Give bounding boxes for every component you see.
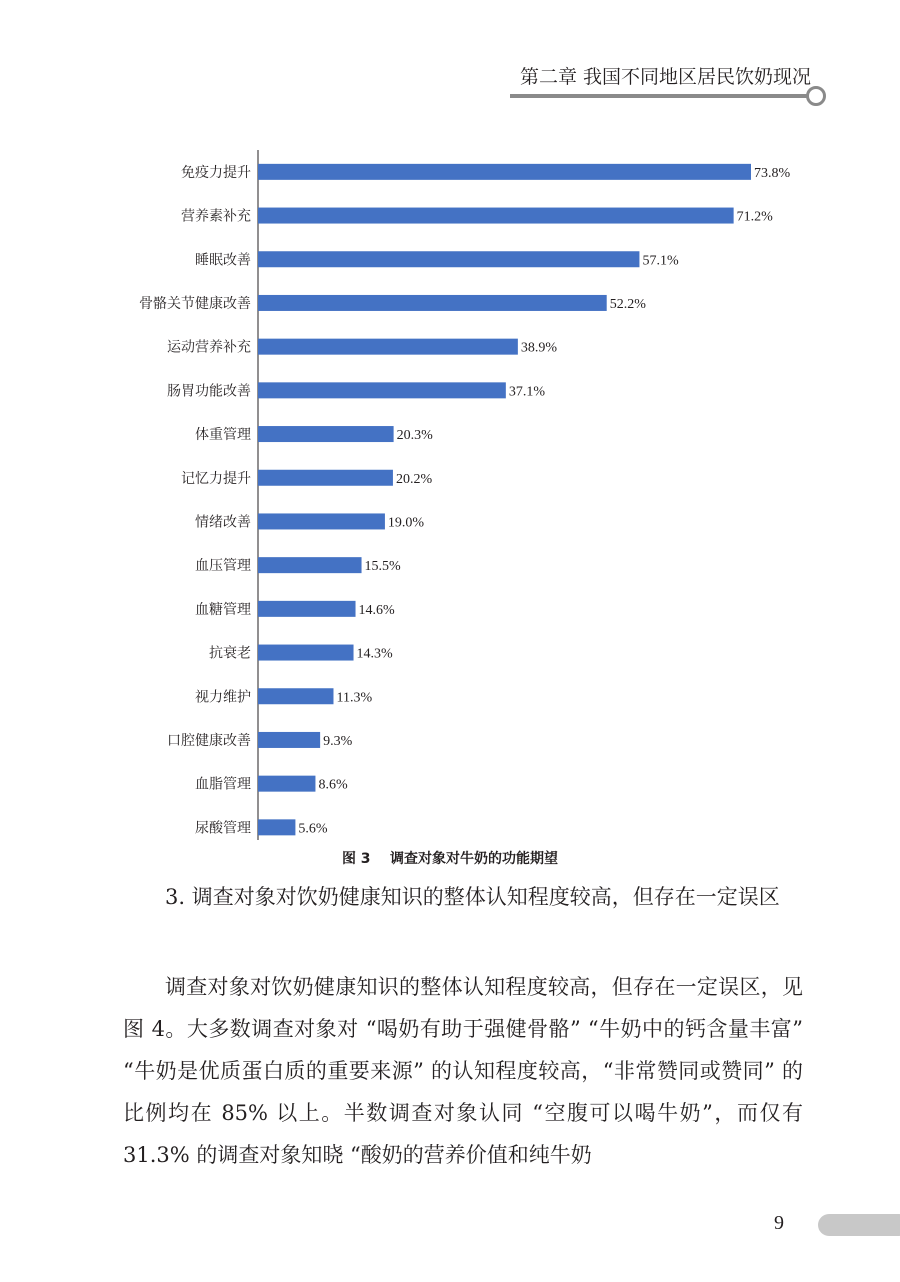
category-label: 视力维护 bbox=[195, 689, 251, 706]
bar bbox=[258, 513, 385, 529]
value-label: 15.5% bbox=[364, 559, 401, 575]
page-tab bbox=[818, 1214, 900, 1236]
category-label: 营养素补充 bbox=[181, 208, 251, 225]
header-rule bbox=[510, 94, 810, 98]
value-label: 71.2% bbox=[736, 209, 773, 225]
value-label: 8.6% bbox=[318, 777, 348, 793]
value-label: 52.2% bbox=[609, 296, 646, 312]
value-label: 19.0% bbox=[387, 515, 425, 531]
category-label: 抗衰老 bbox=[209, 645, 251, 662]
value-label: 73.8% bbox=[754, 165, 791, 181]
header-ring-ornament bbox=[806, 86, 826, 106]
value-label: 14.6% bbox=[358, 602, 395, 618]
category-label: 肠胃功能改善 bbox=[167, 383, 251, 400]
figure-caption: 图 3 调查对象对牛奶的功能期望 bbox=[341, 851, 559, 867]
category-label: 睡眠改善 bbox=[195, 252, 251, 269]
category-label: 体重管理 bbox=[195, 427, 251, 444]
category-label: 记忆力提升 bbox=[181, 470, 251, 487]
section-heading: 3. 调查对象对饮奶健康知识的整体认知程度较高，但存在一定误区 bbox=[165, 885, 780, 909]
bar bbox=[258, 208, 734, 224]
category-label: 血糖管理 bbox=[195, 601, 251, 618]
category-label: 运动营养补充 bbox=[167, 339, 251, 356]
category-label: 血压管理 bbox=[195, 558, 251, 575]
value-label: 5.6% bbox=[298, 821, 328, 837]
bar bbox=[258, 819, 295, 835]
category-label: 免疫力提升 bbox=[181, 164, 251, 181]
bar bbox=[258, 732, 320, 748]
chapter-title: 第二章 我国不同地区居民饮奶现况 bbox=[520, 66, 812, 88]
value-label: 37.1% bbox=[508, 384, 546, 400]
category-label: 口腔健康改善 bbox=[167, 732, 251, 749]
bar bbox=[258, 426, 394, 442]
value-label: 57.1% bbox=[642, 253, 679, 269]
page-number: 9 bbox=[774, 1212, 784, 1234]
bar bbox=[258, 557, 362, 573]
bar bbox=[258, 601, 356, 617]
bar bbox=[258, 776, 315, 792]
bar bbox=[258, 470, 393, 486]
value-label: 20.2% bbox=[395, 471, 433, 487]
function-expectation-bar-chart bbox=[0, 140, 900, 840]
value-label: 11.3% bbox=[336, 690, 373, 706]
body-paragraph: 调查对象对饮奶健康知识的整体认知程度较高，但存在一定误区，见图 4。大多数调查对象对 “喝奶有助于强健骨骼” “牛奶中的钙含量丰富” “牛奶是优质蛋白质的重要来源” 的认知程度较高，“非常赞同或赞同” 的比例均在 85% 以上。半数调查对象认同 “空腹可以喝牛奶”，而仅有 31.3% 的调查对象知晓 “酸奶的营养价值和纯牛奶 bbox=[123, 975, 803, 1167]
value-label: 20.3% bbox=[396, 428, 433, 444]
bar bbox=[258, 164, 751, 180]
value-label: 9.3% bbox=[323, 733, 353, 749]
category-label: 情绪改善 bbox=[195, 514, 251, 531]
category-label: 尿酸管理 bbox=[195, 820, 251, 837]
bar bbox=[258, 645, 354, 661]
bar bbox=[258, 382, 506, 398]
bar bbox=[258, 339, 518, 355]
category-label: 骨骼关节健康改善 bbox=[139, 295, 251, 312]
value-label: 14.3% bbox=[356, 646, 393, 662]
value-label: 38.9% bbox=[520, 340, 558, 356]
category-label: 血脂管理 bbox=[195, 776, 251, 793]
bar bbox=[258, 295, 607, 311]
bar bbox=[258, 688, 333, 704]
bar bbox=[258, 251, 639, 267]
